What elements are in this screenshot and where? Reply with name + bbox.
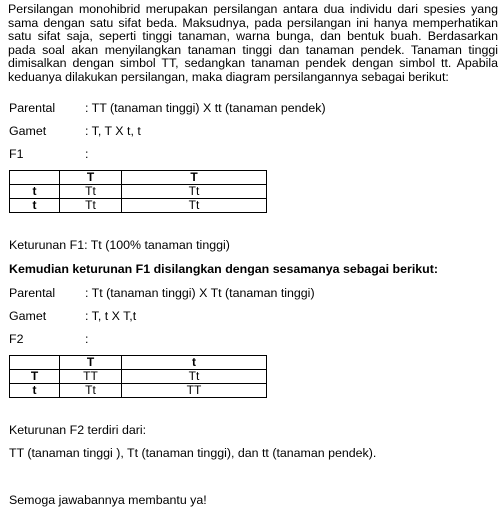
gamet-label: Gamet: [9, 124, 47, 138]
table-cell: T: [60, 356, 122, 370]
table-cell: Tt: [122, 185, 267, 199]
table-cell: [10, 171, 60, 185]
f2-colon: :: [85, 332, 89, 346]
table-row: [10, 185, 267, 199]
table-cell: t: [10, 199, 60, 213]
intro-paragraph: Persilangan monohibrid merupakan persilangan antara dua individu dari spesies yang sama dengan satu sifat beda. Maksudnya, pada persilangan ini hanya memperhatikan satu sifat saja, seperti tinggi tanaman, warna bunga, dan bentuk buah. Berdasarkan pada soal akan menyilangkan tanaman tinggi dan tanaman pendek. Tanaman tinggi dimisalkan dengan simbol TT, sedangkan tanaman pendek dengan simbol tt. Apabila keduanya dilakukan persilangan, maka diagram persilangannya sebagai berikut:: [8, 2, 498, 84]
f1-label: F1: [9, 147, 24, 161]
f1-colon: :: [85, 147, 89, 161]
table-row: [10, 171, 267, 185]
parental-label: Parental: [9, 286, 56, 300]
transition-heading: Kemudian keturunan F1 disilangkan dengan sesamanya sebagai berikut:: [9, 262, 438, 276]
table-cell: Tt: [60, 199, 122, 213]
f2-line: [9, 332, 88, 346]
table-cell: T: [10, 370, 60, 384]
table-cell: T: [60, 171, 122, 185]
table-cell: Tt: [122, 199, 267, 213]
parental-value: : Tt (tanaman tinggi) X Tt (tanaman tinggi): [85, 286, 315, 300]
punnett-square-f1: [9, 170, 267, 213]
closing-text: Semoga jawabannya membantu ya!: [9, 493, 207, 507]
f2-label: F2: [9, 332, 24, 346]
table-row: [10, 370, 267, 384]
gamet-label: Gamet: [9, 309, 47, 323]
table-cell: TT: [122, 384, 267, 398]
gamet-line-1: [9, 124, 141, 138]
table-row: [10, 384, 267, 398]
table-row: [10, 356, 267, 370]
f1-line: [9, 147, 88, 161]
parental-value: : TT (tanaman tinggi) X tt (tanaman pendek): [85, 101, 326, 115]
gamet-value: : T, t X T,t: [85, 309, 137, 323]
parental-label: Parental: [9, 101, 56, 115]
parental-line-2: [9, 286, 315, 300]
table-cell: t: [122, 356, 267, 370]
gamet-value: : T, T X t, t: [85, 124, 141, 138]
table-cell: Tt: [60, 384, 122, 398]
table-cell: Tt: [60, 185, 122, 199]
f2-result-detail: TT (tanaman tinggi ), Tt (tanaman tinggi), dan tt (tanaman pendek).: [9, 446, 377, 460]
punnett-square-f2: [9, 355, 267, 398]
table-cell: t: [10, 384, 60, 398]
table-cell: [10, 356, 60, 370]
table-cell: Tt: [122, 370, 267, 384]
parental-line-1: [9, 101, 326, 115]
f2-result-heading: Keturunan F2 terdiri dari:: [9, 423, 147, 437]
table-cell: T: [122, 171, 267, 185]
gamet-line-2: [9, 309, 136, 323]
f1-result: Keturunan F1: Tt (100% tanaman tinggi): [9, 238, 230, 252]
table-cell: TT: [60, 370, 122, 384]
table-row: [10, 199, 267, 213]
table-cell: t: [10, 185, 60, 199]
